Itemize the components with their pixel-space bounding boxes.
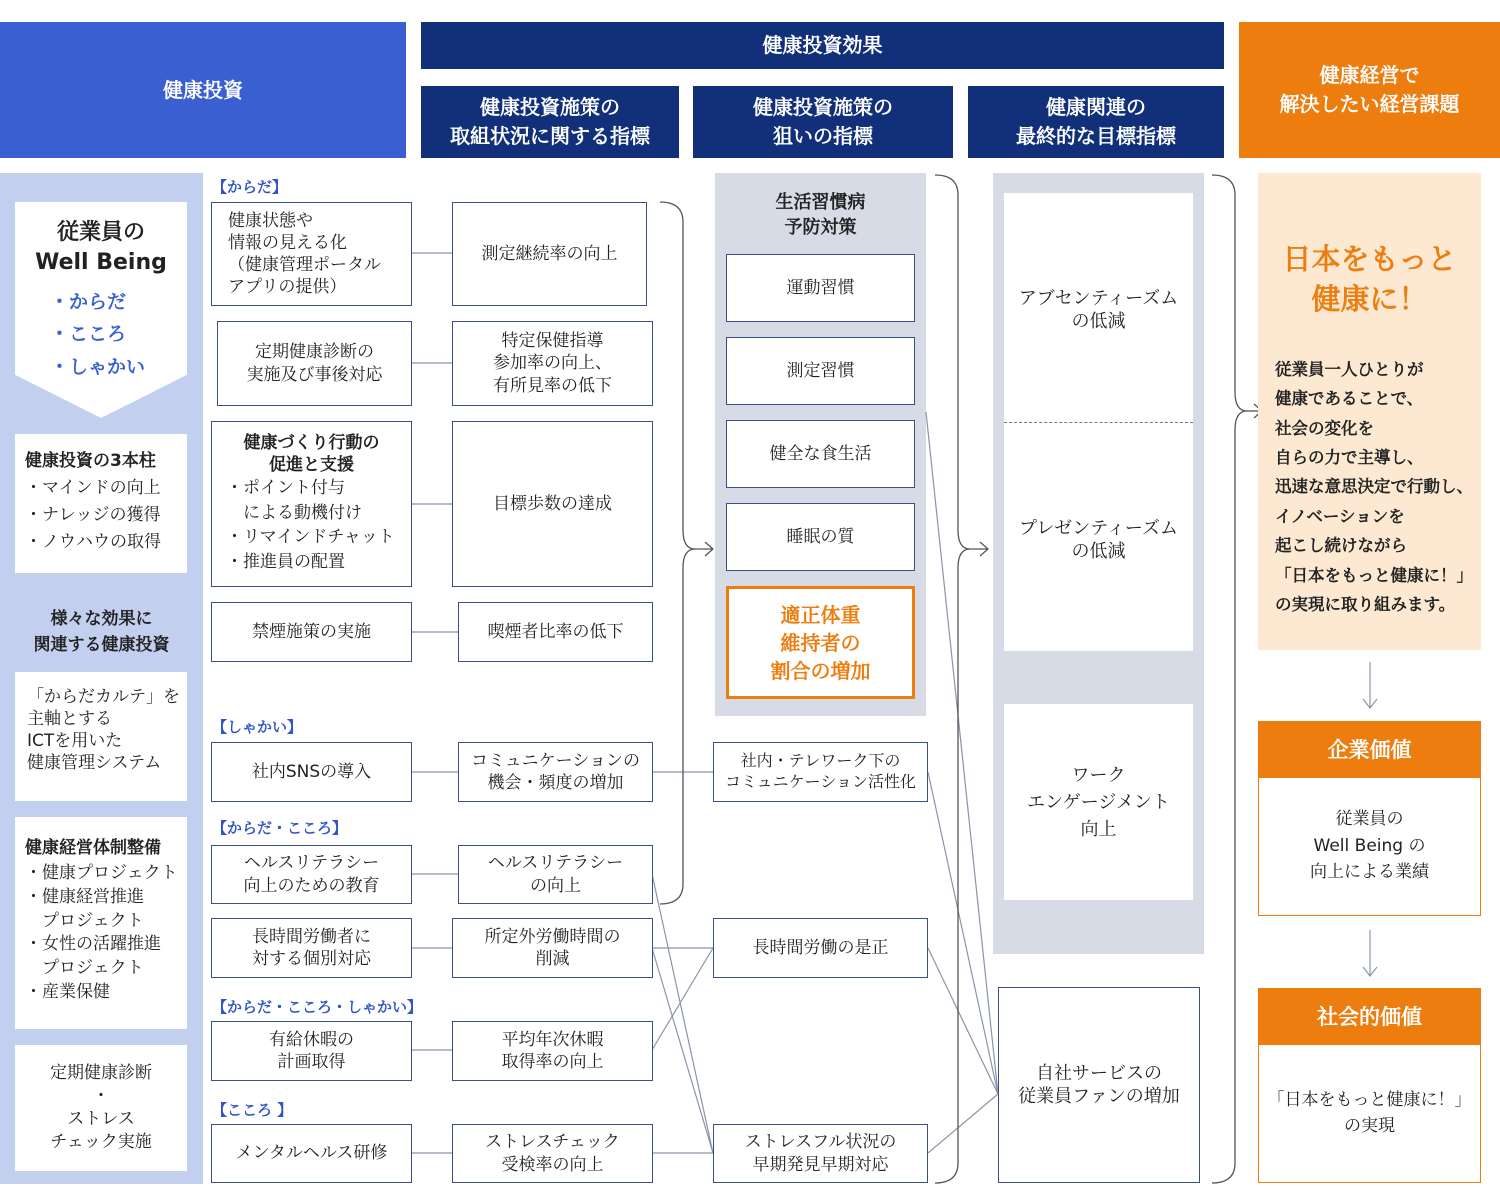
tag-all: 【からだ・こころ・しゃかい】: [212, 998, 423, 1016]
aim-suimin: 睡眠の質: [726, 503, 915, 571]
vision-box: [1258, 173, 1481, 650]
aim-tekisei-taiju: 適正体重 維持者の 割合の増加: [726, 586, 915, 699]
final-presenteeism: プレゼンティーズム の低減: [1019, 517, 1178, 562]
social-value-title: 社会的価値: [1259, 989, 1480, 1045]
measure-literacy-education: ヘルスリテラシー 向上のための教育: [211, 845, 412, 904]
tag-karada: 【からだ】: [212, 178, 288, 196]
measure-kenkodukuri: [211, 421, 412, 587]
measure-overtime-care: 長時間労働者に 対する個別対応: [211, 918, 412, 978]
pillars-title: 健康投資の3本柱: [25, 451, 156, 471]
corp-value-body: 従業員の Well Being の 向上による業績: [1310, 809, 1429, 883]
final-absenteeism: アブセンティーズム の低減: [1018, 287, 1179, 332]
structure-items: ・健康プロジェクト ・健康経営推進 プロジェクト ・女性の活躍推進 プロジェクト ・産業保健: [25, 863, 178, 1002]
indicator-communication: コミュニケーションの 機会・頻度の増加: [458, 742, 653, 802]
measure-kenkodukuri-items: ・ポイント付与 による動機付け ・リマインドチャット ・推進員の配置: [226, 478, 395, 573]
aim-overtime: 長時間労働の是正: [713, 918, 928, 978]
wellbeing-title: 従業員の Well Being: [35, 220, 167, 276]
measure-kenkodukuri-title: 健康づくり行動の 促進と支援: [243, 433, 380, 476]
header-kenko-toshi: 健康投資: [0, 22, 406, 158]
measure-paid-leave: 有給休暇の 計画取得: [211, 1021, 412, 1081]
indicator-literacy: ヘルスリテラシー の向上: [458, 845, 653, 904]
wellbeing-item-karada: ・からだ: [50, 291, 127, 313]
vision-slogan: 日本をもっと 健康に！: [1282, 242, 1457, 317]
final-engagement: ワーク エンゲージメント 向上: [1004, 704, 1193, 900]
wellbeing-item-shakai: ・しゃかい: [50, 355, 146, 378]
corp-value-box: [1258, 721, 1481, 916]
tag-kokoro: 【こころ 】: [212, 1101, 293, 1119]
karte-box: 「からだカルテ」を 主軸とする ICTを用いた 健康管理システム: [15, 672, 187, 801]
measure-kinen: 禁煙施策の実施: [211, 602, 412, 662]
social-value-body: 「日本をもっと健康に！」 の実現: [1267, 1089, 1472, 1136]
indicator-sokutei: 測定継続率の向上: [452, 202, 647, 306]
aim-communication: 社内・テレワーク下の コミュニケーション活性化: [713, 742, 928, 802]
header-effect: 健康投資効果: [421, 22, 1224, 69]
header-torikumi: 健康投資施策の 取組状況に関する指標: [421, 86, 679, 158]
wellbeing-item-kokoro: ・こころ: [50, 323, 127, 346]
final-divider: [1004, 422, 1193, 423]
aim-shokuseikatsu: 健全な食生活: [726, 420, 915, 488]
indicator-hosu: 目標歩数の達成: [452, 421, 653, 587]
indicator-kitsuen: 喫煙者比率の低下: [458, 602, 653, 662]
tag-shakai: 【しゃかい】: [212, 718, 303, 736]
header-nerai: 健康投資施策の 狙いの指標: [693, 86, 953, 158]
aim-undo: 運動習慣: [726, 254, 915, 322]
measure-sns: 社内SNSの導入: [211, 742, 412, 802]
aim-stress: ストレスフル状況の 早期発見早期対応: [713, 1124, 928, 1183]
header-keiei: 健康経営で 解決したい経営課題: [1239, 22, 1500, 158]
measure-mental-health: メンタルヘルス研修: [211, 1124, 412, 1183]
final-fan: 自社サービスの 従業員ファンの増加: [998, 987, 1200, 1183]
indicator-leave-rate: 平均年次休暇 取得率の向上: [452, 1021, 653, 1081]
indicator-stress-check: ストレスチェック 受検率の向上: [452, 1124, 653, 1183]
pillars-items: ・マインドの向上 ・ナレッジの獲得 ・ノウハウの取得: [25, 478, 161, 553]
checkup-box: 定期健康診断 ・ ストレス チェック実施: [15, 1045, 187, 1171]
tag-karada-kokoro: 【からだ・こころ】: [212, 819, 348, 837]
measure-mieruka: 健康状態や 情報の見える化 （健康管理ポータル アプリの提供）: [211, 202, 412, 306]
indicator-hoken: 特定保健指導 参加率の向上、 有所見率の低下: [452, 321, 653, 406]
various-title: 様々な効果に 関連する健康投資: [33, 609, 170, 656]
structure-title: 健康経営体制整備: [25, 838, 161, 858]
aim-group-title: 生活習慣病 予防対策: [775, 192, 866, 239]
indicator-overtime: 所定外労働時間の 削減: [452, 918, 653, 978]
aim-sokutei: 測定習慣: [726, 337, 915, 405]
measure-kenshin: 定期健康診断の 実施及び事後対応: [217, 321, 412, 406]
social-value-box: [1258, 988, 1481, 1183]
corp-value-title: 企業価値: [1259, 722, 1480, 778]
header-saishu: 健康関連の 最終的な目標指標: [968, 86, 1224, 158]
vision-message: 従業員一人ひとりが 健康であることで、 社会の変化を 自らの力で主導し、 迅速な意思決定で行動し、 イノベーションを 起こし続けながら 「日本をもっと健康に！」 の実現に取り組みます。: [1275, 360, 1473, 614]
